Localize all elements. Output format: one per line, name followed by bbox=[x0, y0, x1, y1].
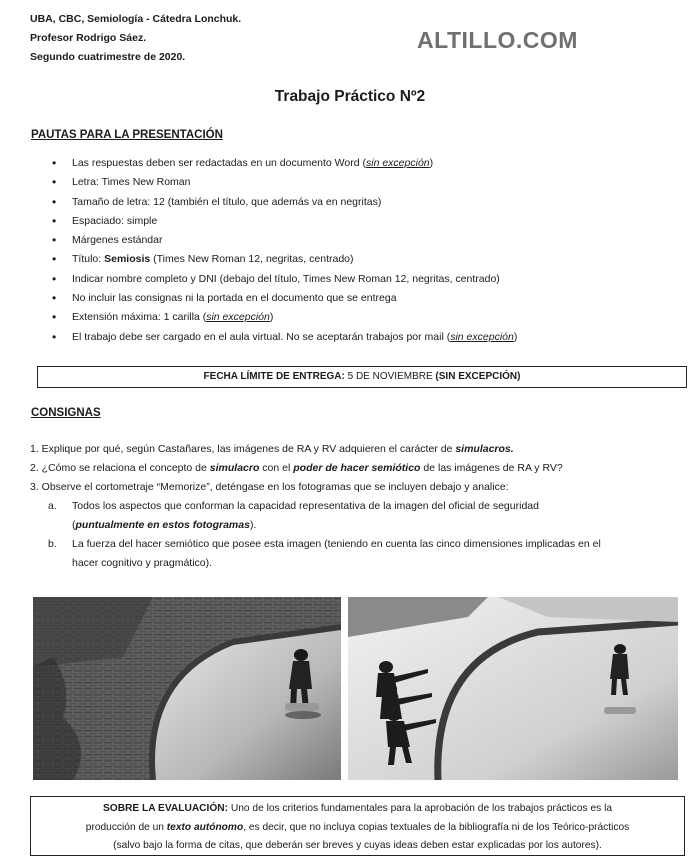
header-line-professor: Profesor Rodrigo Sáez. bbox=[30, 32, 147, 44]
evaluation-box: SOBRE LA EVALUACIÓN: Uno de los criterios fundamentales para la aprobación de los trabajos prácticos es la producción de un texto autónomo, es decir, que no incluya copias textuales de la bibliografía ni de los Teórico-prácticos (salvo bajo la forma de citas, que deberán ser breves y cuyas ideas deben estar explicadas por los autores). bbox=[30, 796, 685, 856]
deadline-note: (SIN EXCEPCIÓN) bbox=[432, 371, 521, 382]
list-item: • Las respuestas deben ser redactadas en un documento Word (sin excepción) bbox=[52, 154, 517, 173]
watermark: ALTILLO.COM bbox=[417, 27, 578, 53]
item-letter-b: b. bbox=[48, 538, 57, 550]
question-2: 2. ¿Cómo se relaciona el concepto de simulacro con el poder de hacer semiótico de las imágenes de RA y RV? bbox=[30, 462, 563, 474]
pautas-heading: PAUTAS PARA LA PRESENTACIÓN bbox=[31, 129, 223, 141]
evaluation-label: SOBRE LA EVALUACIÓN: bbox=[102, 803, 229, 814]
consignas-heading: CONSIGNAS bbox=[31, 407, 101, 419]
list-item: • El trabajo debe ser cargado en el aula virtual. No se aceptarán trabajos por mail (sin excepción) bbox=[52, 328, 517, 347]
list-item: • Letra: Times New Roman bbox=[52, 173, 517, 192]
deadline-box bbox=[37, 366, 687, 388]
deadline-label: FECHA LÍMITE DE ENTREGA: bbox=[203, 371, 345, 382]
film-still-2 bbox=[348, 597, 678, 780]
item-letter-a: a. bbox=[48, 500, 57, 512]
list-item: • Extensión máxima: 1 carilla (sin excepción) bbox=[52, 308, 517, 327]
list-item: • Márgenes estándar bbox=[52, 231, 517, 250]
header-line-term: Segundo cuatrimestre de 2020. bbox=[30, 51, 186, 63]
question-1: 1. Explique por qué, según Castañares, las imágenes de RA y RV adquieren el carácter de simulacros. bbox=[30, 443, 514, 455]
list-item: • No incluir las consignas ni la portada en el documento que se entrega bbox=[52, 289, 517, 308]
list-item: • Espaciado: simple bbox=[52, 212, 517, 231]
document-header bbox=[30, 10, 241, 67]
question-3: 3. Observe el cortometraje “Memorize”, deténgase en los fotogramas que se incluyen debajo y analice: bbox=[30, 481, 509, 493]
list-item: • Indicar nombre completo y DNI (debajo del título, Times New Roman 12, negritas, centrado) bbox=[52, 270, 517, 289]
consignas-list bbox=[30, 440, 690, 573]
list-item: • Tamaño de letra: 12 (también el título, que además va en negritas) bbox=[52, 193, 517, 212]
header-line-course: UBA, CBC, Semiología - Cátedra Lonchuk. bbox=[30, 13, 242, 25]
pautas-list bbox=[52, 154, 517, 347]
question-3a: a. Todos los aspectos que conforman la capacidad representativa de la imagen del oficial de seguridad (puntualmente en estos fotogramas). bbox=[30, 497, 690, 535]
film-still-1 bbox=[33, 597, 341, 780]
page-title: Trabajo Práctico Nº2 bbox=[274, 88, 426, 105]
list-item: • Título: Semiosis (Times New Roman 12, negritas, centrado) bbox=[52, 250, 517, 269]
question-3b: b. La fuerza del hacer semiótico que posee esta imagen (teniendo en cuenta las cinco dimensiones implicadas en el hacer cognitivo y pragmático). bbox=[30, 535, 690, 573]
deadline-date: 5 DE NOVIEMBRE bbox=[344, 371, 433, 382]
